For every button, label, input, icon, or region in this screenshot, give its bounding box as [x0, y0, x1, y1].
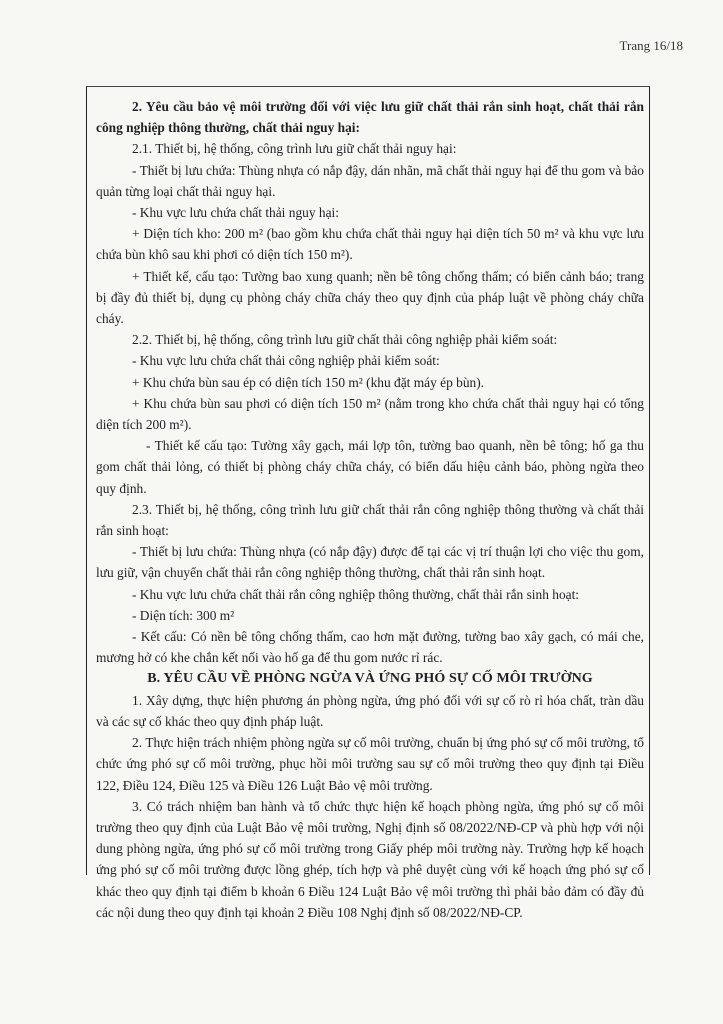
paragraph: - Diện tích: 300 m²	[132, 607, 235, 623]
paragraph: + Thiết kế, cấu tạo: Tường bao xung quanh; nền bê tông chống thấm; có biển cảnh báo; trang bị đầy đủ thiết bị, dụng cụ phòng cháy chữa cháy theo quy định của pháp luật về phòng cháy chữa cháy.	[96, 268, 644, 327]
document-body	[96, 96, 644, 923]
paragraph: 2.1. Thiết bị, hệ thống, công trình lưu giữ chất thải nguy hại:	[132, 141, 457, 157]
page-number: Trang 16/18	[619, 38, 683, 53]
paragraph: - Kết cấu: Có nền bê tông chống thấm, cao hơn mặt đường, tường bao xây gạch, có mái che, mương hở có khe chắn kết nối vào hố ga để thu gom nước rỉ rác.	[96, 629, 644, 666]
paragraph: 2. Thực hiện trách nhiệm phòng ngừa sự cố môi trường, chuẩn bị ứng phó sự cố môi trường, tổ chức ứng phó sự cố môi trường, phục hồi môi trường sau sự cố môi trường theo quy định tại Điều 122, Điều 124, Điều 125 và Điều 126 Luật Bảo vệ môi trường.	[96, 735, 644, 793]
paragraph: + Diện tích kho: 200 m² (bao gồm khu chứa chất thải nguy hại diện tích 50 m² và khu vực lưu chứa bùn khô sau khi phơi có diện tích 150 m²).	[96, 226, 644, 263]
paragraph: 3. Có trách nhiệm ban hành và tổ chức thực hiện kế hoạch phòng ngừa, ứng phó sự cố môi trường theo quy định của Luật Bảo vệ môi trường, Nghị định số 08/2022/NĐ-CP và phù hợp với nội dung phòng ngừa, ứng phó sự cố môi trường trong Giấy phép môi trường này. Trường hợp kế hoạch ứng phó sự cố môi trường được lồng ghép, tích hợp và phê duyệt cùng với kế hoạch ứng phó sự cố khác theo quy định tại điểm b khoản 6 Điều 124 Luật Bảo vệ môi trường thì phải bảo đảm có đầy đủ các nội dung theo quy định tại khoản 2 Điều 108 Nghị định số 08/2022/NĐ-CP.	[96, 798, 644, 920]
section-heading: B. YÊU CẦU VỀ PHÒNG NGỪA VÀ ỨNG PHÓ SỰ CỐ MÔI TRƯỜNG	[147, 671, 593, 687]
paragraph: - Thiết kế cấu tạo: Tường xây gạch, mái lợp tôn, tường bao quanh, nền bê tông; hố ga thu gom chất thải lỏng, có thiết bị phòng cháy chữa cháy, có biển dấu hiệu cảnh báo, phòng ngừa theo quy định.	[96, 438, 644, 496]
paragraph: - Khu vực lưu chứa chất thải rắn công nghiệp thông thường, chất thải rắn sinh hoạt:	[132, 586, 580, 602]
paragraph: - Thiết bị lưu chứa: Thùng nhựa có nắp đậy, dán nhãn, mã chất thải nguy hại để thu gom và bảo quản từng loại chất thải nguy hại.	[96, 162, 644, 199]
paragraph: + Khu chứa bùn sau phơi có diện tích 150 m² (nằm trong kho chứa chất thải nguy hại có tổng diện tích 200 m²).	[96, 395, 644, 433]
paragraph: 1. Xây dựng, thực hiện phương án phòng ngừa, ứng phó đối với sự cố rò rỉ hóa chất, tràn dầu và các sự cố khác theo quy định pháp luật.	[96, 692, 644, 729]
paragraph: - Khu vực lưu chứa chất thải nguy hại:	[132, 205, 339, 221]
paragraph: + Khu chứa bùn sau ép có diện tích 150 m² (khu đặt máy ép bùn).	[132, 374, 485, 390]
paragraph: 2.3. Thiết bị, hệ thống, công trình lưu giữ chất thải rắn công nghiệp thông thường và chất thải rắn sinh hoạt:	[96, 501, 644, 539]
paragraph: 2.2. Thiết bị, hệ thống, công trình lưu giữ chất thải công nghiệp phải kiểm soát:	[132, 332, 558, 348]
paragraph: - Khu vực lưu chứa chất thải công nghiệp phải kiểm soát:	[132, 353, 440, 369]
paragraph: 2. Yêu cầu bảo vệ môi trường đối với việc lưu giữ chất thải rắn sinh hoạt, chất thải rắn công nghiệp thông thường, chất thải nguy hại:	[96, 99, 644, 136]
paragraph: - Thiết bị lưu chứa: Thùng nhựa (có nắp đậy) được để tại các vị trí thuận lợi cho việc thu gom, lưu giữ, vận chuyển chất thải rắn công nghiệp thông thường, chất thải rắn sinh hoạt.	[96, 544, 644, 581]
